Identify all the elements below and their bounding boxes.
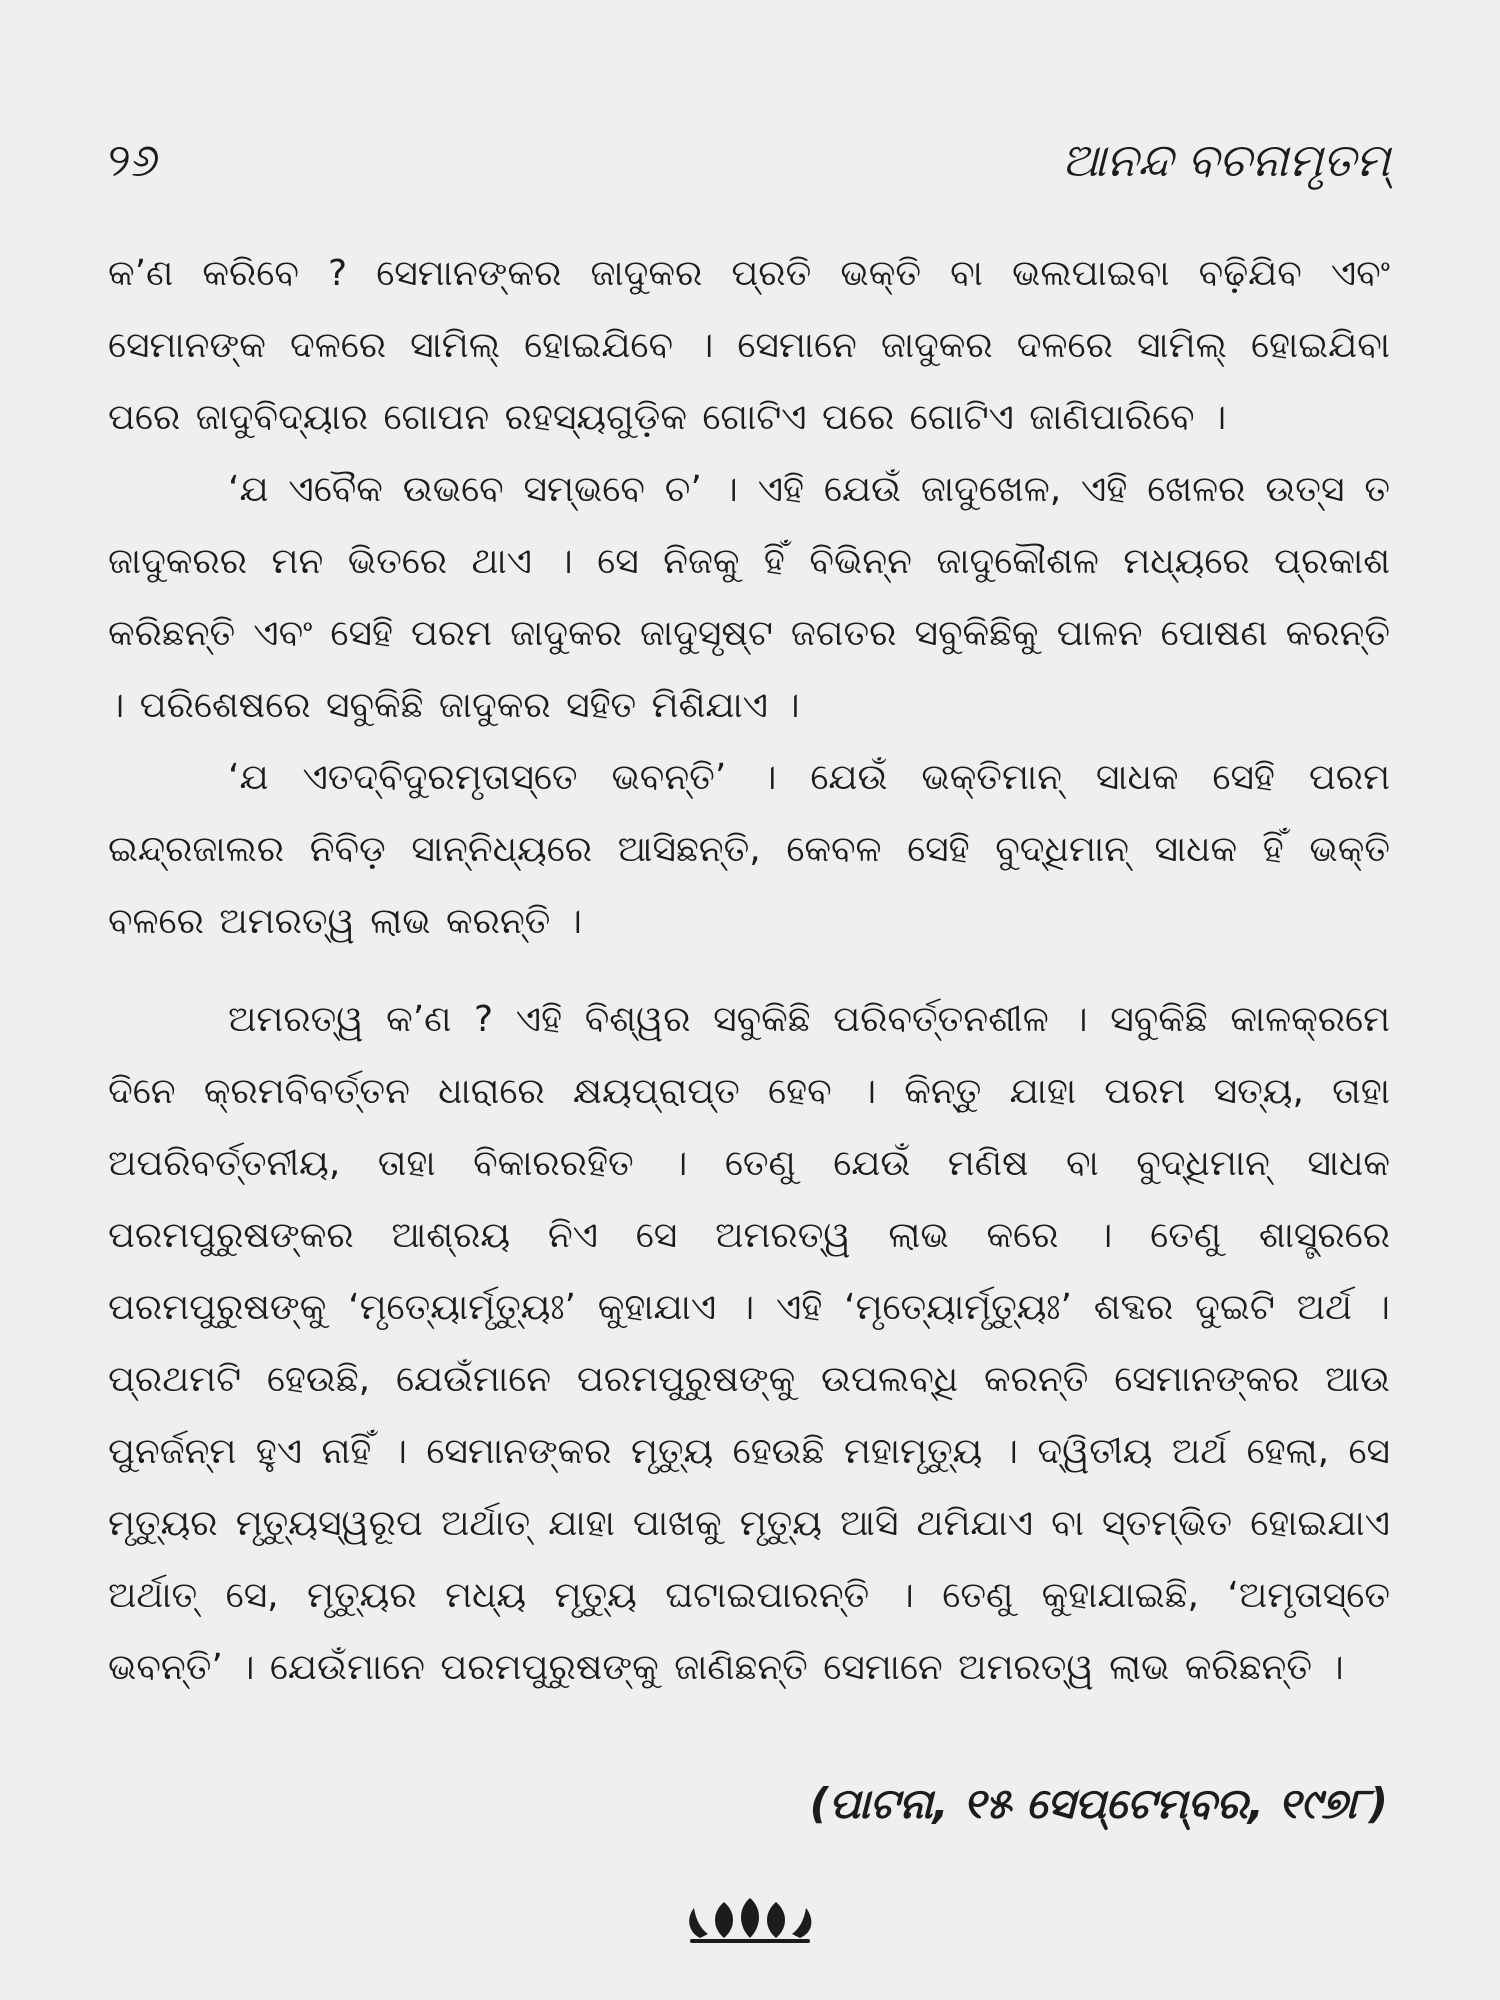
paragraph-3: ‘ଯ ଏତଦ୍ବିଦୁରମୃତାସ୍ତେ ଭବନ୍ତି’ । ଯେଉଁ ଭକ୍ତିମାନ୍ ସାଧକ ସେହି ପରମ ଇନ୍ଦ୍ରଜାଲର ନିବିଡ଼ ସାନ୍ନିଧ୍ୟରେ ଆସିଛନ୍ତି, କେବଳ ସେହି ବୁଦ୍ଧିମାନ୍ ସାଧକ ହିଁ ଭକ୍ତି ବଳରେ ଅମରତ୍ୱ ଲାଭ କରନ୍ତି । <box>108 757 1390 942</box>
running-title: ଆନନ୍ଦ ବଚନାମୃତମ୍ <box>1061 133 1390 187</box>
page-header <box>108 130 1390 200</box>
page-number: ୨୬ <box>108 133 160 187</box>
dateline: (ପାଟନା, ୧୫ ସେପ୍ଟେମ୍ବର, ୧୯୭୮) <box>809 1779 1388 1828</box>
paragraph-4: ଅମରତ୍ୱ କ’ଣ ? ଏହି ବିଶ୍ୱର ସବୁକିଛି ପରିବର୍ତ୍ତନଶୀଳ । ସବୁକିଛି କାଳକ୍ରମେ ଦିନେ କ୍ରମବିବର୍ତ୍ତନ ଧାରାରେ କ୍ଷୟପ୍ରାପ୍ତ ହେବ । କିନ୍ତୁ ଯାହା ପରମ ସତ୍ୟ, ତାହା ଅପରିବର୍ତ୍ତନୀୟ, ତାହା ବିକାରରହିତ । ତେଣୁ ଯେଉଁ ମଣିଷ ବା ବୁଦ୍ଧିମାନ୍ ସାଧକ ପରମପୁରୁଷଙ୍କର ଆଶ୍ରୟ ନିଏ ସେ ଅମରତ୍ୱ ଲାଭ କରେ । ତେଣୁ ଶାସ୍ତ୍ରରେ ପରମପୁରୁଷଙ୍କୁ ‘ମୃତ୍ୟୋର୍ମୃତ୍ୟୁଃ’ କୁହାଯାଏ । ଏହି ‘ମୃତ୍ୟୋର୍ମୃତ୍ୟୁଃ’ ଶବ୍ଦର ଦୁଇଟି ଅର୍ଥ । ପ୍ରଥମଟି ହେଉଛି, ଯେଉଁମାନେ ପରମପୁରୁଷଙ୍କୁ ଉପଲବ୍ଧି କରନ୍ତି ସେମାନଙ୍କର ଆଉ ପୁନର୍ଜନ୍ମ ହୁଏ ନାହିଁ । ସେମାନଙ୍କର ମୃତ୍ୟୁ ହେଉଛି ମହାମୃତ୍ୟୁ । ଦ୍ୱିତୀୟ ଅର୍ଥ ହେଲା, ସେ ମୃତ୍ୟୁର ମୃତ୍ୟୁସ୍ୱରୂପ ଅର୍ଥାତ୍ ଯାହା ପାଖକୁ ମୃତ୍ୟୁ ଆସି ଥମିଯାଏ ବା ସ୍ତମ୍ଭିତ ହୋଇଯାଏ ଅର୍ଥାତ୍ ସେ, ମୃତ୍ୟୁର ମଧ୍ୟ ମୃତ୍ୟୁ ଘଟାଇପାରନ୍ତି । ତେଣୁ କୁହାଯାଇଛି, ‘ଅମୃତାସ୍ତେ ଭବନ୍ତି’ । ଯେଉଁମାନେ ପରମପୁରୁଷଙ୍କୁ ଜାଣିଛନ୍ତି ସେମାନେ ଅମରତ୍ୱ ଲାଭ କରିଛନ୍ତି । <box>108 999 1390 1688</box>
paragraph-2: ‘ଯ ଏବୈକ ଉଭବେ ସମ୍ଭବେ ଚ’ । ଏହି ଯେଉଁ ଜାଦୁଖେଳ, ଏହି ଖେଳର ଉତ୍ସ ତ ଜାଦୁକରର ମନ ଭିତରେ ଥାଏ । ସେ ନିଜକୁ ହିଁ ବିଭିନ୍ନ ଜାଦୁକୌଶଳ ମଧ୍ୟରେ ପ୍ରକାଶ କରିଛନ୍ତି ଏବଂ ସେହି ପରମ ଜାଦୁକର ଜାଦୁସୃଷ୍ଟ ଜଗତର ସବୁକିଛିକୁ ପାଳନ ପୋଷଣ କରନ୍ତି । ପରିଶେଷରେ ସବୁକିଛି ଜାଦୁକର ସହିତ ମିଶିଯାଏ । <box>108 469 1390 726</box>
body-text <box>108 238 1390 1704</box>
paragraph-1: କ’ଣ କରିବେ ? ସେମାନଙ୍କର ଜାଦୁକର ପ୍ରତି ଭକ୍ତି ବା ଭଲପାଇବା ବଢ଼ିଯିବ ଏବଂ ସେମାନଙ୍କ ଦଳରେ ସାମିଲ୍ ହୋଇଯିବେ । ସେମାନେ ଜାଦୁକର ଦଳରେ ସାମିଲ୍ ହୋଇଯିବା ପରେ ଜାଦୁବିଦ୍ୟାର ଗୋପନ ରହସ୍ୟଗୁଡ଼ିକ ଗୋଟିଏ ପରେ ଗୋଟିଏ ଜାଣିପାରିବେ । <box>108 253 1390 438</box>
lotus-ornament-icon <box>680 1898 820 1944</box>
